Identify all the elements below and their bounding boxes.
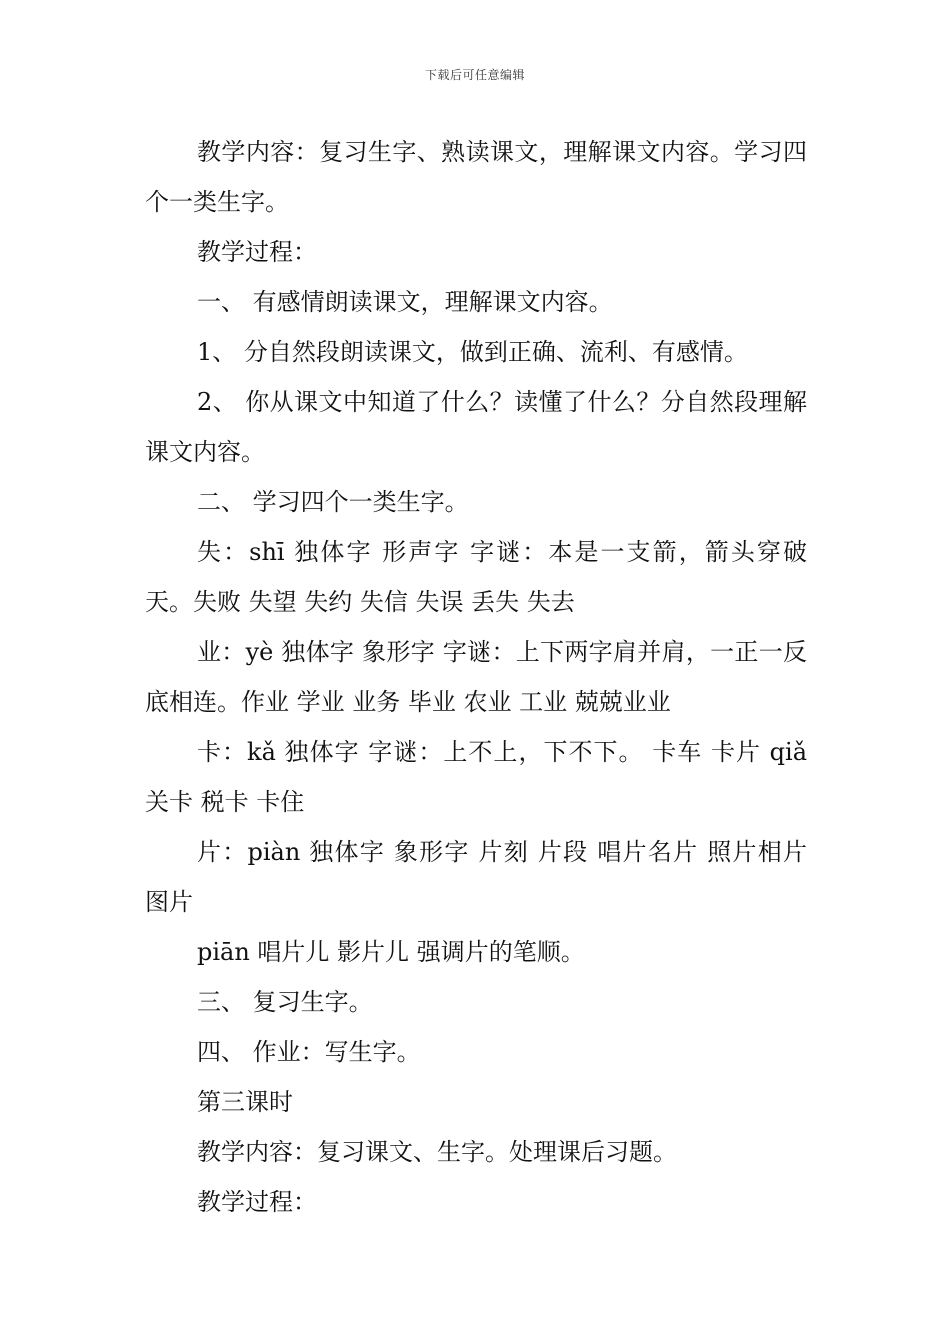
paragraph-third-lesson: 第三课时 <box>197 1088 293 1116</box>
paragraph-section-three: 三、 复习生字。 <box>197 988 373 1016</box>
paragraph-teaching-content-2: 教学内容：复习课文、生字。处理课后习题。 <box>197 1138 677 1166</box>
paragraph-char-pian: 片：piàn 独体字 象形字 片刻 片段 唱片名片 照片相片 图片 <box>145 838 807 916</box>
page-header: 下载后可任意编辑 <box>424 68 525 82</box>
paragraph-char-shi: 失：shī 独体字 形声字 字谜：本是一支箭，箭头穿破天。失败 失望 失约 失信 失误 丢失 失去 <box>145 538 807 616</box>
paragraph-section-four: 四、 作业：写生字。 <box>197 1038 421 1066</box>
paragraph-section-two: 二、 学习四个一类生字。 <box>197 488 469 516</box>
paragraph-char-ye: 业：yè 独体字 象形字 字谜：上下两字肩并肩，一正一反底相连。作业 学业 业务 毕业 农业 工业 兢兢业业 <box>145 638 807 716</box>
paragraph-char-ka: 卡：kǎ 独体字 字谜：上不上，下不下。 卡车 卡片 qiǎ 关卡 税卡 卡住 <box>145 738 807 816</box>
document-body <box>145 127 807 1227</box>
paragraph-teaching-process-1: 教学过程： <box>197 238 317 266</box>
paragraph-teaching-content-1: 教学内容：复习生字、熟读课文，理解课文内容。学习四个一类生字。 <box>145 138 807 216</box>
paragraph-teaching-process-2: 教学过程： <box>197 1188 317 1216</box>
paragraph-item-2: 2、 你从课文中知道了什么？读懂了什么？分自然段理解课文内容。 <box>145 388 807 466</box>
paragraph-section-one: 一、 有感情朗读课文，理解课文内容。 <box>197 288 613 316</box>
paragraph-item-1: 1、 分自然段朗读课文，做到正确、流利、有感情。 <box>197 338 748 366</box>
paragraph-char-pian-2: piān 唱片儿 影片儿 强调片的笔顺。 <box>197 938 585 966</box>
